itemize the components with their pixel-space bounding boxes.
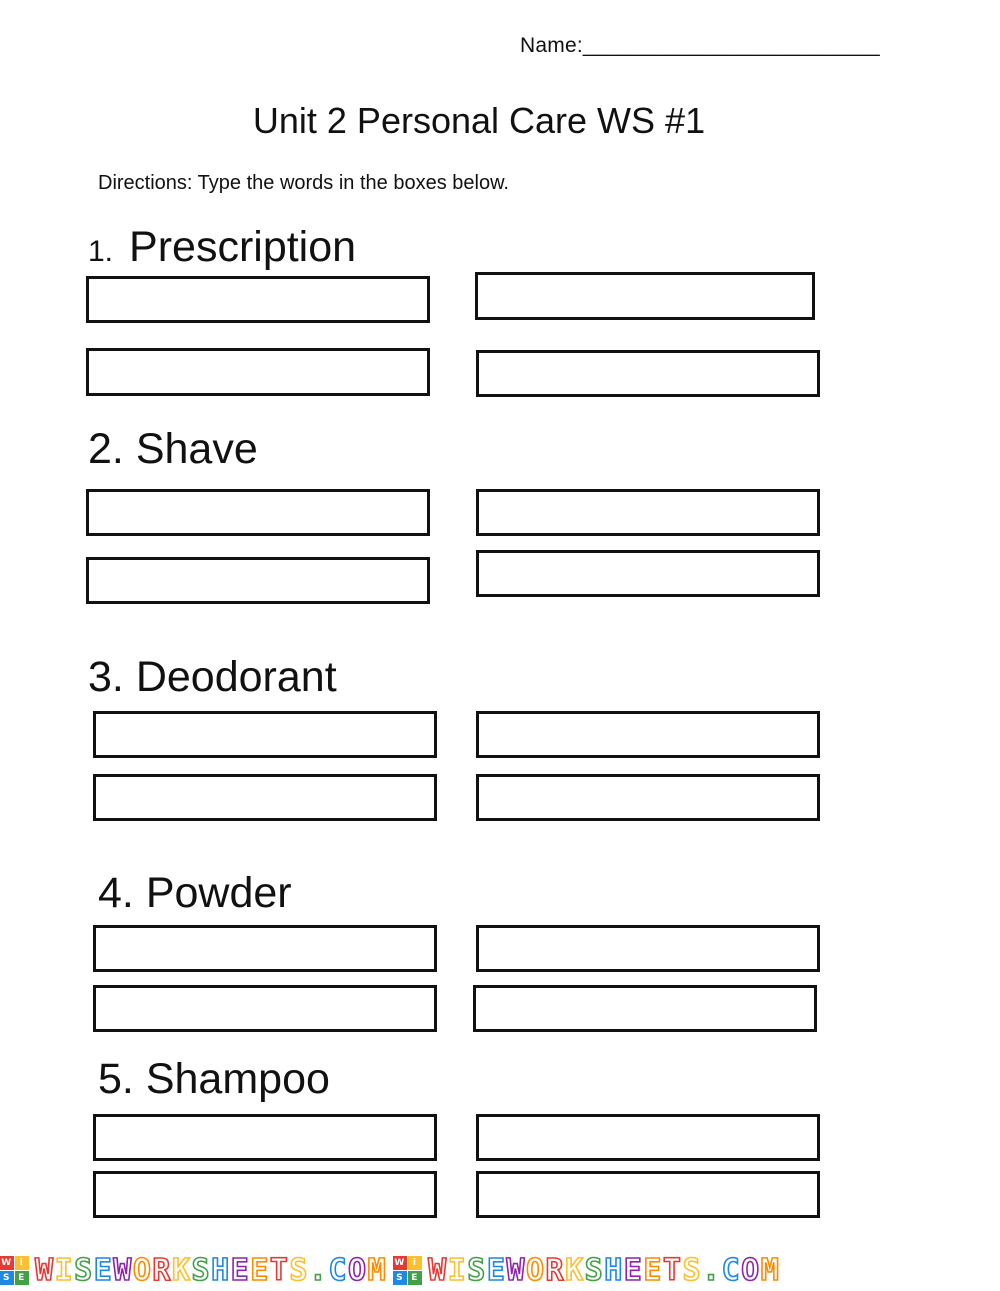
watermark-letter: E bbox=[643, 1252, 663, 1288]
wiseworksheets-logo-icon bbox=[0, 1256, 29, 1285]
watermark-letter: S bbox=[191, 1252, 212, 1288]
watermark-letter: C bbox=[721, 1252, 742, 1288]
item-2-box-2[interactable] bbox=[476, 489, 820, 536]
item-5-box-1[interactable] bbox=[93, 1114, 437, 1161]
watermark-letter: O bbox=[132, 1252, 153, 1288]
watermark-letter: O bbox=[741, 1252, 761, 1288]
watermark-letter: I bbox=[447, 1252, 468, 1288]
item-1-box-4[interactable] bbox=[476, 350, 820, 397]
item-5-box-3[interactable] bbox=[93, 1171, 437, 1218]
watermark-text bbox=[428, 1253, 780, 1288]
item-3-box-4[interactable] bbox=[476, 774, 820, 821]
watermark-letter: E bbox=[230, 1252, 251, 1288]
logo-letter: S bbox=[0, 1271, 14, 1285]
item-2-box-3[interactable] bbox=[86, 557, 430, 604]
watermark-letter: K bbox=[171, 1252, 192, 1288]
watermark-letter: S bbox=[289, 1252, 309, 1288]
watermark-letter: O bbox=[348, 1252, 368, 1288]
watermark-letter: M bbox=[367, 1252, 388, 1288]
watermark-letter: O bbox=[525, 1252, 546, 1288]
item-5-box-4[interactable] bbox=[476, 1171, 820, 1218]
logo-letter: i bbox=[15, 1256, 29, 1270]
watermark-letter: E bbox=[623, 1252, 644, 1288]
item-1-box-1[interactable] bbox=[86, 276, 430, 323]
item-5-word: Shampoo bbox=[145, 1055, 330, 1103]
item-2-box-4[interactable] bbox=[476, 550, 820, 597]
watermark-letter: E bbox=[250, 1252, 270, 1288]
wiseworksheets-watermark bbox=[0, 1252, 1000, 1288]
item-2-number: 2. bbox=[88, 425, 124, 473]
logo-letter: W bbox=[1, 1257, 13, 1268]
watermark-letter: S bbox=[74, 1252, 94, 1288]
watermark-letter: T bbox=[662, 1252, 683, 1288]
item-1-box-3[interactable] bbox=[86, 348, 430, 396]
watermark-letter: C bbox=[328, 1252, 348, 1288]
watermark-letter: S bbox=[682, 1252, 702, 1288]
watermark-segment-1 bbox=[0, 1253, 387, 1288]
item-4-box-3[interactable] bbox=[93, 985, 437, 1032]
item-5-box-2[interactable] bbox=[476, 1114, 820, 1161]
wiseworksheets-logo-icon bbox=[393, 1256, 422, 1285]
item-1-heading bbox=[88, 223, 357, 271]
watermark-letter: I bbox=[54, 1252, 75, 1288]
watermark-letter: H bbox=[604, 1252, 624, 1288]
item-4-box-4[interactable] bbox=[473, 985, 817, 1032]
item-1-word: Prescription bbox=[129, 223, 357, 271]
item-3-number: 3. bbox=[88, 653, 124, 701]
page-title: Unit 2 Personal Care WS #1 bbox=[252, 100, 706, 141]
directions-text: Directions: Type the words in the boxes below. bbox=[98, 172, 509, 194]
item-5-number: 5. bbox=[98, 1055, 134, 1103]
item-3-box-3[interactable] bbox=[93, 774, 437, 821]
watermark-letter: T bbox=[269, 1252, 290, 1288]
watermark-letter: . bbox=[308, 1252, 329, 1288]
watermark-letter: K bbox=[565, 1252, 585, 1288]
item-3-word: Deodorant bbox=[135, 653, 337, 701]
watermark-letter: W bbox=[35, 1252, 55, 1288]
watermark-letter: W bbox=[506, 1252, 526, 1288]
name-field-label: Name:_________________________ bbox=[520, 34, 880, 57]
item-4-box-1[interactable] bbox=[93, 925, 437, 972]
item-3-box-2[interactable] bbox=[476, 711, 820, 758]
item-2-heading bbox=[88, 425, 258, 473]
watermark-text bbox=[35, 1253, 387, 1288]
watermark-letter: S bbox=[467, 1252, 487, 1288]
logo-letter: W bbox=[394, 1257, 406, 1268]
watermark-letter: H bbox=[211, 1252, 231, 1288]
logo-letter: S bbox=[393, 1271, 407, 1285]
item-4-box-2[interactable] bbox=[476, 925, 820, 972]
logo-letter: E bbox=[15, 1271, 29, 1285]
watermark-letter: M bbox=[760, 1252, 781, 1288]
watermark-letter: . bbox=[702, 1252, 722, 1288]
watermark-letter: R bbox=[545, 1252, 566, 1288]
item-1-box-2[interactable] bbox=[475, 272, 815, 320]
watermark-letter: W bbox=[428, 1252, 448, 1288]
watermark-letter: E bbox=[486, 1252, 507, 1288]
item-2-box-1[interactable] bbox=[86, 489, 430, 536]
watermark-letter: R bbox=[152, 1252, 172, 1288]
item-4-heading bbox=[98, 869, 292, 917]
logo-letter: i bbox=[408, 1256, 422, 1270]
item-5-heading bbox=[98, 1055, 330, 1103]
watermark-letter: S bbox=[584, 1252, 605, 1288]
item-1-number: 1. bbox=[88, 235, 114, 268]
item-3-box-1[interactable] bbox=[93, 711, 437, 758]
item-4-number: 4. bbox=[98, 869, 134, 917]
watermark-letter: W bbox=[113, 1252, 133, 1288]
item-3-heading bbox=[88, 653, 337, 701]
item-4-word: Powder bbox=[145, 869, 292, 917]
watermark-segment-2 bbox=[393, 1253, 780, 1288]
logo-letter: E bbox=[408, 1271, 422, 1285]
item-2-word: Shave bbox=[135, 425, 258, 473]
watermark-letter: E bbox=[93, 1252, 114, 1288]
